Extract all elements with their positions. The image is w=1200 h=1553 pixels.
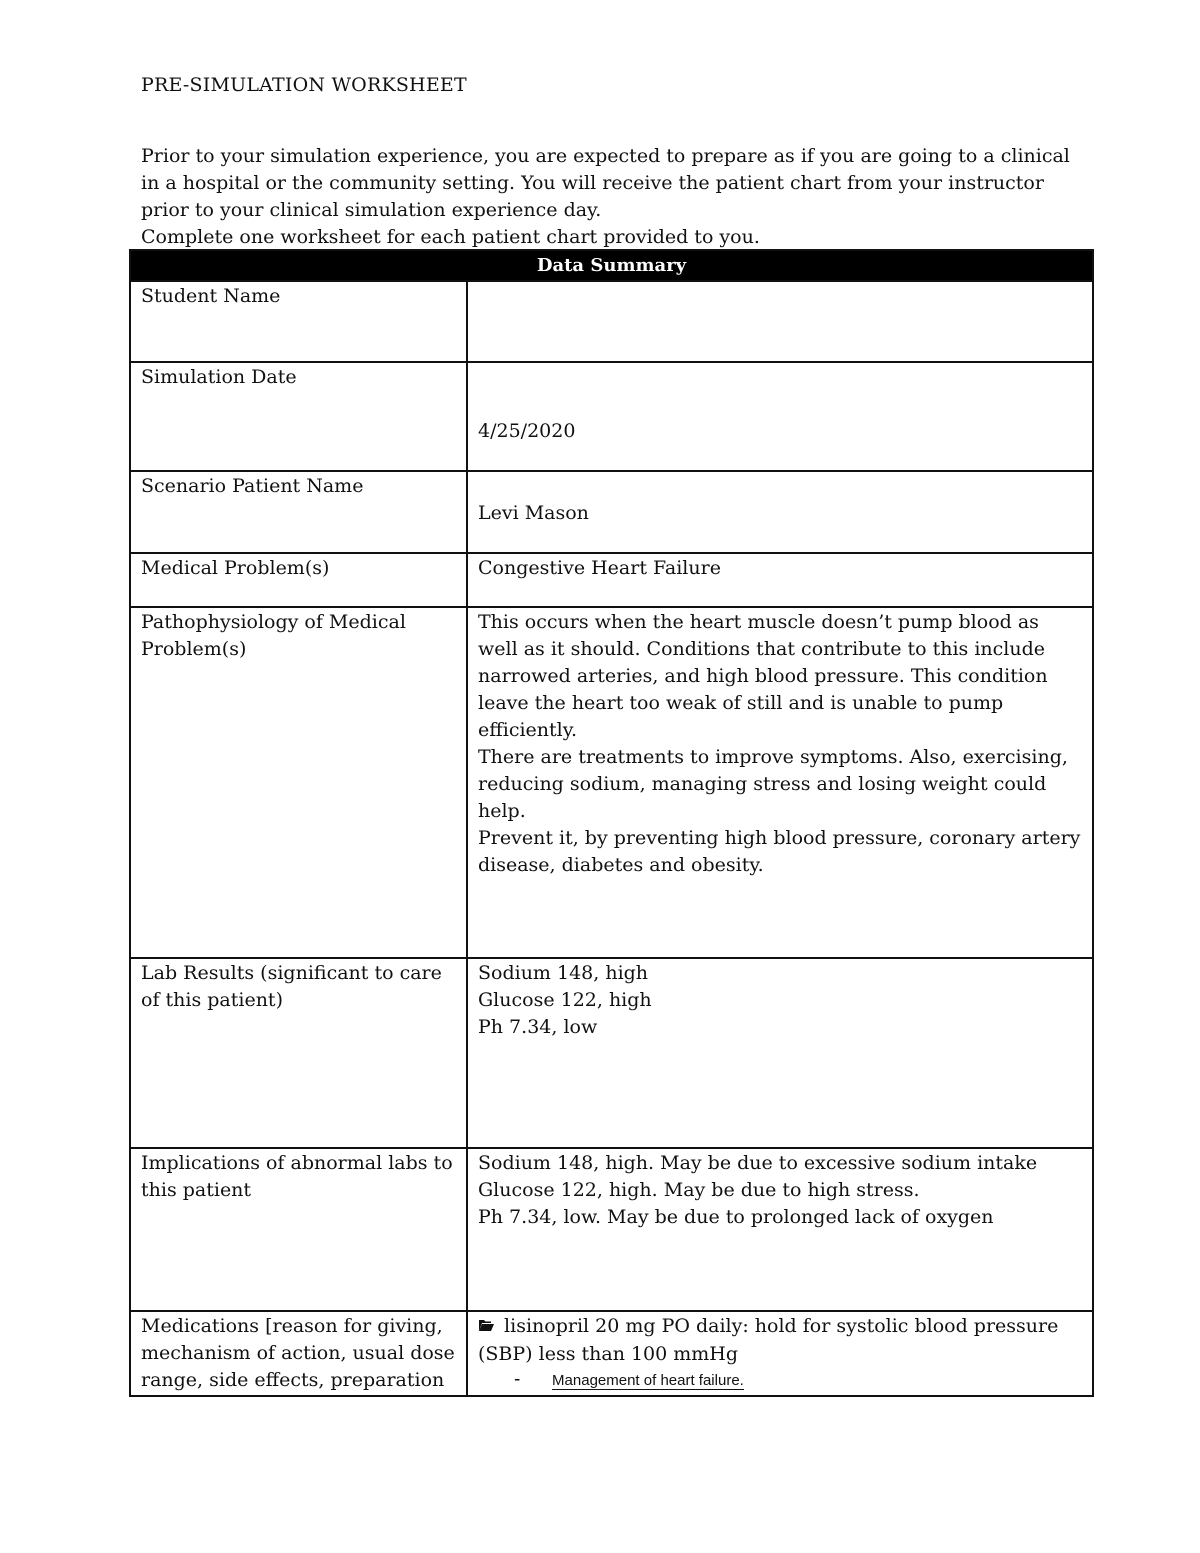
medications-field[interactable]: [467, 1311, 1093, 1396]
folder-open-icon: [478, 1314, 498, 1341]
implications-label: Implications of abnormal labs to this patient: [130, 1148, 467, 1311]
table-header: Data Summary: [130, 250, 1093, 281]
lab-result-item: Sodium 148, high: [478, 962, 649, 984]
table-row: [130, 958, 1093, 1148]
student-name-field[interactable]: [467, 281, 1093, 362]
table-row: [130, 362, 1093, 471]
table-row: [130, 1148, 1093, 1311]
pathophysiology-paragraph: This occurs when the heart muscle doesn’t pump blood as well as it should. Conditions that contribute to this include narrowed arteries, and high blood pressure. This condition leave the heart too weak of still and is unable to pump efficiently.: [478, 611, 1048, 741]
implication-item: Sodium 148, high. May be due to excessive sodium intake: [478, 1152, 1038, 1174]
table-row: [130, 553, 1093, 607]
intro-paragraph: [141, 143, 1101, 251]
medication-sub-text: Management of heart failure.: [552, 1372, 744, 1389]
pathophysiology-paragraph: Prevent it, by preventing high blood pressure, coronary artery disease, diabetes and obesity.: [478, 827, 1081, 876]
intro-line: prior to your clinical simulation experience day.: [141, 199, 602, 221]
pathophysiology-paragraph: There are treatments to improve symptoms. Also, exercising, reducing sodium, managing stress and losing weight could help.: [478, 746, 1068, 822]
intro-line: Complete one worksheet for each patient chart provided to you.: [141, 226, 760, 248]
lab-result-item: Ph 7.34, low: [478, 1016, 598, 1038]
medical-problem-label: Medical Problem(s): [130, 553, 467, 607]
table-row: [130, 607, 1093, 958]
simulation-date-field[interactable]: [467, 362, 1093, 471]
lab-results-field[interactable]: [467, 958, 1093, 1148]
table-row: [130, 1311, 1093, 1396]
page-title: PRE-SIMULATION WORKSHEET: [141, 74, 467, 96]
table-row: [130, 281, 1093, 362]
implication-item: Ph 7.34, low. May be due to prolonged lack of oxygen: [478, 1206, 994, 1228]
implication-item: Glucose 122, high. May be due to high stress.: [478, 1179, 920, 1201]
sub-item-dash: -: [514, 1369, 521, 1390]
intro-line: Prior to your simulation experience, you are expected to prepare as if you are going to a clinical: [141, 145, 1070, 167]
pathophysiology-field[interactable]: [467, 607, 1093, 958]
intro-line: in a hospital or the community setting. You will receive the patient chart from your instructor: [141, 172, 1044, 194]
pathophysiology-label: Pathophysiology of Medical Problem(s): [130, 607, 467, 958]
implications-field[interactable]: [467, 1148, 1093, 1311]
patient-name-field[interactable]: [467, 471, 1093, 553]
lab-results-label: Lab Results (significant to care of this patient): [130, 958, 467, 1148]
patient-name-label: Scenario Patient Name: [130, 471, 467, 553]
table-row: [130, 471, 1093, 553]
simulation-date-value: 4/25/2020: [478, 420, 576, 442]
patient-name-value: Levi Mason: [478, 502, 589, 524]
data-summary-table: [129, 249, 1094, 1397]
medication-item: [478, 1313, 1082, 1368]
medications-label: Medications [reason for giving, mechanism of action, usual dose range, side effects, preparation: [130, 1311, 467, 1396]
student-name-label: Student Name: [130, 281, 467, 362]
medical-problem-field[interactable]: Congestive Heart Failure: [467, 553, 1093, 607]
medication-text: lisinopril 20 mg PO daily: hold for systolic blood pressure (SBP) less than 100 mmHg: [478, 1315, 1059, 1365]
medication-sub-item: [478, 1368, 1082, 1392]
lab-result-item: Glucose 122, high: [478, 989, 652, 1011]
simulation-date-label: Simulation Date: [130, 362, 467, 471]
